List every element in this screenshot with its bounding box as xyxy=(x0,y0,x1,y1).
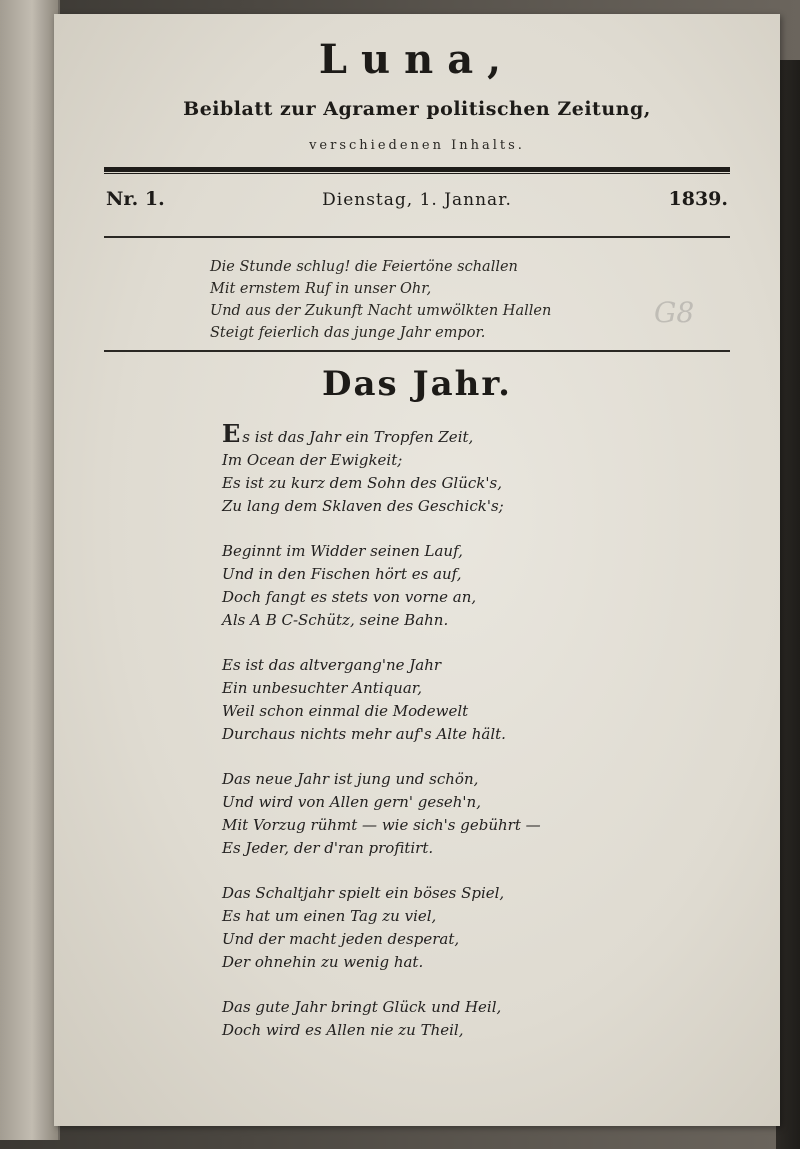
issue-line xyxy=(104,188,730,218)
poem-line: Es hat um einen Tag zu viel, xyxy=(222,907,437,925)
epigraph-line: Die Stunde schlug! die Feiertöne schallen xyxy=(210,259,518,275)
initial-letter: E xyxy=(222,419,241,448)
issue-year: 1839. xyxy=(668,188,728,210)
facing-page-edge xyxy=(0,0,60,1140)
epigraph-line: Und aus der Zukunft Nacht umwölkten Hallen xyxy=(210,303,552,319)
poem-line: Doch fangt es stets von vorne an, xyxy=(222,588,477,606)
epigraph-line: Steigt feierlich das junge Jahr empor. xyxy=(210,325,486,341)
poem-body xyxy=(222,419,652,1064)
poem-line: Das gute Jahr bringt Glück und Heil, xyxy=(222,998,502,1016)
poem-line: Weil schon einmal die Modewelt xyxy=(222,702,469,720)
poem-title: Das Jahr. xyxy=(322,364,512,404)
poem-line: Und der macht jeden desperat, xyxy=(222,930,460,948)
poem-line: Das neue Jahr ist jung und schön, xyxy=(222,770,479,788)
stanza xyxy=(222,419,652,518)
poem-line: Es ist das altvergang'ne Jahr xyxy=(222,656,442,674)
stanza xyxy=(222,996,652,1042)
stanza xyxy=(222,540,652,632)
newspaper-page xyxy=(54,14,780,1126)
issue-rule xyxy=(104,236,730,238)
stanza xyxy=(222,768,652,860)
poem-line xyxy=(222,419,652,449)
poem-line: Durchaus nichts mehr auf's Alte hält. xyxy=(222,725,506,743)
masthead-subtitle: Beiblatt zur Agramer politischen Zeitung, xyxy=(183,98,651,120)
poem-line: Zu lang dem Sklaven des Geschick's; xyxy=(222,497,504,515)
masthead-tagline: verschiedenen Inhalts. xyxy=(309,138,525,153)
epigraph-rule xyxy=(104,350,730,352)
masthead-rule xyxy=(104,167,730,172)
poem-line: Im Ocean der Ewigkeit; xyxy=(222,451,403,469)
pencil-annotation: G8 xyxy=(654,296,695,329)
stanza xyxy=(222,654,652,746)
masthead-title: Luna, xyxy=(318,36,516,83)
poem-line: Der ohnehin zu wenig hat. xyxy=(222,953,424,971)
stanza xyxy=(222,882,652,974)
poem-line: Es Jeder, der d'ran profitirt. xyxy=(222,839,434,857)
poem-line: Mit Vorzug rühmt — wie sich's gebührt — xyxy=(222,816,541,834)
poem-line: Und in den Fischen hört es auf, xyxy=(222,565,462,583)
poem-line: Doch wird es Allen nie zu Theil, xyxy=(222,1021,464,1039)
epigraph xyxy=(210,256,670,344)
issue-number: Nr. 1. xyxy=(106,188,165,210)
epigraph-line: Mit ernstem Ruf in unser Ohr, xyxy=(210,281,432,297)
poem-line: Es ist zu kurz dem Sohn des Glück's, xyxy=(222,474,502,492)
poem-line-text: s ist das Jahr ein Tropfen Zeit, xyxy=(242,428,474,446)
issue-date: Dienstag, 1. Jannar. xyxy=(322,190,512,210)
poem-line: Und wird von Allen gern' geseh'n, xyxy=(222,793,481,811)
poem-line: Beginnt im Widder seinen Lauf, xyxy=(222,542,463,560)
poem-line: Das Schaltjahr spielt ein böses Spiel, xyxy=(222,884,505,902)
poem-line: Ein unbesuchter Antiquar, xyxy=(222,679,423,697)
poem-line: Als A B C-Schütz, seine Bahn. xyxy=(222,611,449,629)
